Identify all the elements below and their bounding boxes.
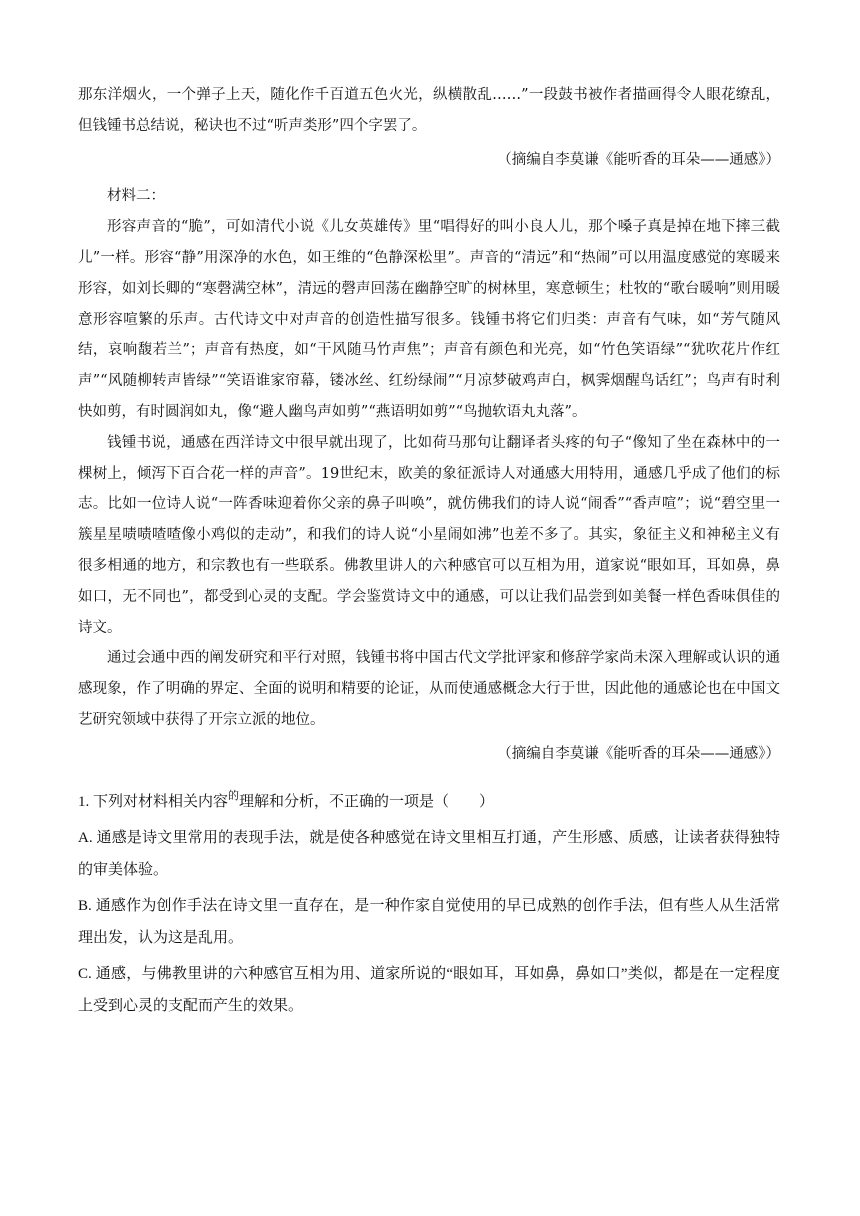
passage-paragraph: 通过会通中西的阐发研究和平行对照，钱锺书将中国古代文学批评家和修辞学家尚未深入理解或认识的通感现象，作了明确的界定、全面的说明和精要的论证，从而使通感概念大行于世，因此他的通感论也在中国文艺研究领域中获得了开宗立派的地位。 xyxy=(78,650,780,728)
option-b: B. 通感作为创作手法在诗文里一直存在，是一种作家自觉使用的早已成熟的创作手法，但有些人从生活常理出发，认为这是乱用。 xyxy=(78,897,780,946)
option-a: A. 通感是诗文里常用的表现手法，就是使各种感觉在诗文里相互打通，产生形感、质感，让读者获得独特的审美体验。 xyxy=(78,829,780,878)
passage-paragraph: 钱锺书说，通感在西洋诗文中很早就出现了，比如荷马那句让翻译者头疼的句子“像知了坐在森林中的一棵树上，倾泻下百合花一样的声音”。19世纪末，欧美的象征派诗人对通感大用特用，通感几乎成了他们的标志。比如一位诗人说“一阵香味迎着你父亲的鼻子叫唤”，就仿佛我们的诗人说“闹香”“香声喧”；说“碧空里一簇星星啧啧喳喳像小鸡似的走动”，和我们的诗人说“小星闹如沸”也差不多了。其实，象征主义和神秘主义有很多相通的地方，和宗教也有一些联系。佛教里讲人的六种感官可以互相为用，道家说“眼如耳，耳如鼻，鼻如口，无不同也”，都受到心灵的支配。学会鉴赏诗文中的通感，可以让我们品尝到如美餐一样色香味俱佳的诗文。 xyxy=(78,434,780,636)
source-citation: （摘编自李莫谦《能听香的耳朵——通感》） xyxy=(497,745,780,762)
question-1 xyxy=(78,780,780,1022)
passage-paragraph: 形容声音的“脆”，可如清代小说《儿女英雄传》里“唱得好的叫小良人儿，那个嗓子真是掉在地下摔三截儿”一样。形容“静”用深净的水色，如王维的“色静深松里”。声音的“清远”和“热闹”可以用温度感觉的寒暖来形容，如刘长卿的“寒磬满空林”，清远的磬声回荡在幽静空旷的树林里，寒意顿生；杜牧的“歌台暖响”则用暖意形容喧繁的乐声。古代诗文中对声音的创造性描写很多。钱锺书将它们归类：声音有气味，如“芳气随风结，哀响馥若兰”；声音有热度，如“干风随马竹声焦”；声音有颜色和光亮，如“竹色笑语绿”“犹吹花片作红声”“风随柳转声皆绿”“笑语谁家帘幕，镂冰丝、红纷绿闹”“月凉梦破鸡声白，枫霁烟醒鸟话红”；鸟声有时利快如剪，有时圆润如丸，像“避人幽鸟声如剪”“燕语明如剪”“鸟抛软语丸丸落”。 xyxy=(78,219,780,420)
question-stem-superscript: 的 xyxy=(228,789,240,802)
source-citation: （摘编自李莫谦《能听香的耳朵——通感》） xyxy=(497,151,780,168)
document-page xyxy=(78,80,780,1026)
passage-paragraph-intro: 那东洋烟火，一个弹子上天，随化作千百道五色火光，纵横散乱……”一段鼓书被作者描画得令人眼花缭乱，但钱锺书总结说，秘诀也不过“听声类形”四个字罢了。 xyxy=(78,87,780,134)
question-stem-part: 理解和分析，不正确的一项是（ ） xyxy=(239,793,495,810)
question-stem-part: 1. 下列对材料相关内容 xyxy=(78,793,229,810)
question-stem xyxy=(78,780,780,818)
material-two-label: 材料二： xyxy=(107,188,165,205)
option-c: C. 通感，与佛教里讲的六种感官互相为用、道家所说的“眼如耳，耳如鼻，鼻如口”类似，都是在一定程度上受到心灵的支配而产生的效果。 xyxy=(78,965,780,1014)
